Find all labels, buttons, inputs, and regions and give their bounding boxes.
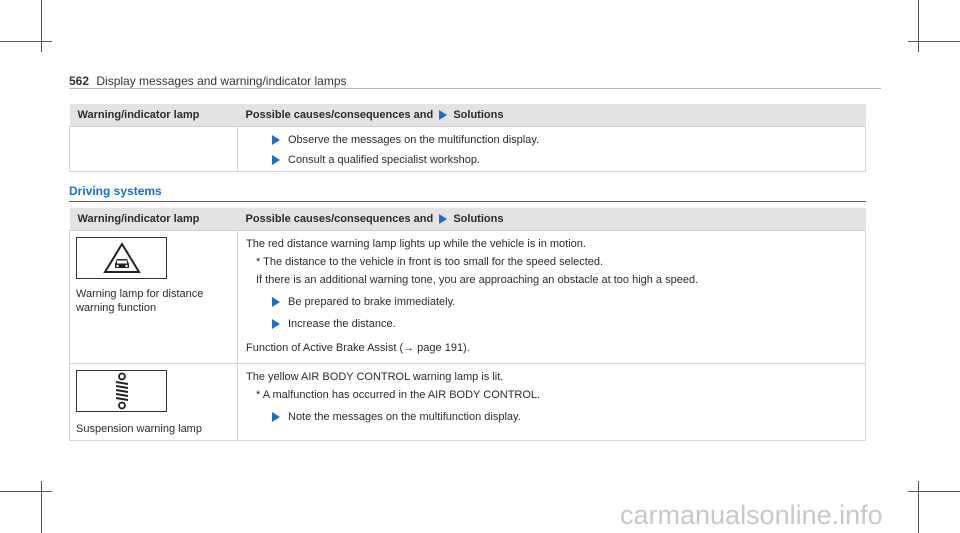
cause-intro: The red distance warning lamp lights up while the vehicle is in motion.: [246, 238, 586, 250]
cause-item: * A malfunction has occurred in the AIR BODY CONTROL.: [256, 389, 541, 401]
column-header-suffix: Solutions: [453, 109, 504, 121]
arrow-right-icon: [439, 110, 447, 120]
crop-mark: [908, 41, 960, 42]
column-header-causes: [238, 208, 866, 231]
table-row: [70, 231, 866, 364]
cause-note: If there is an additional warning tone, you are approaching an obstacle at too high a speed.: [256, 274, 699, 286]
page-title: Display messages and warning/indicator lamps: [96, 74, 347, 88]
table-header-row: [70, 208, 866, 231]
solution-step: [246, 408, 859, 426]
column-header-suffix: Solutions: [453, 213, 504, 225]
step-text: Observe the messages on the multifunction display.: [288, 134, 540, 146]
lamp-label: Suspension warning lamp: [76, 423, 202, 435]
arrow-right-icon: [272, 155, 280, 165]
column-header-prefix: Possible causes/consequences and: [245, 213, 434, 225]
arrow-right-icon: [439, 214, 447, 224]
step-text: Be prepared to brake immediately.: [288, 296, 456, 308]
section-divider: [69, 201, 866, 202]
step-text: Note the messages on the multifunction display.: [288, 411, 521, 423]
arrow-right-icon: [272, 319, 280, 329]
solution-step: [246, 151, 859, 169]
table-header-row: [70, 104, 866, 127]
lamp-cell-empty: [70, 127, 238, 172]
crop-mark: [908, 491, 960, 492]
step-text: Consult a qualified specialist workshop.: [288, 154, 480, 166]
watermark: carmanualsonline.info: [620, 500, 883, 530]
page-number: 562: [69, 74, 90, 88]
solution-step: [246, 293, 859, 311]
lamp-cell: [70, 364, 238, 441]
suspension-icon: [76, 370, 167, 412]
cause-item: * The distance to the vehicle in front is too small for the speed selected.: [256, 256, 604, 268]
column-header-prefix: Possible causes/consequences and: [245, 109, 434, 121]
cause-intro: The yellow AIR BODY CONTROL warning lamp is lit.: [246, 371, 504, 383]
causes-cell: [238, 231, 866, 364]
column-header-causes: [238, 104, 866, 127]
distance-warning-icon: [76, 237, 167, 279]
column-header-lamp: Warning/indicator lamp: [70, 104, 238, 127]
crop-mark: [918, 481, 919, 533]
crop-mark: [918, 0, 919, 52]
crop-mark: [41, 481, 42, 533]
crop-mark: [41, 0, 42, 52]
crop-mark: [0, 41, 52, 42]
causes-cell: [238, 364, 866, 441]
solution-cell: [238, 127, 866, 172]
step-text: Increase the distance.: [288, 318, 396, 330]
table-row: [70, 127, 866, 172]
lamp-label: warning function: [76, 302, 157, 314]
table-continued: [69, 104, 866, 172]
header-divider: [69, 88, 881, 89]
table-row: [70, 364, 866, 441]
arrow-right-icon: [272, 135, 280, 145]
solution-step: [246, 131, 859, 149]
crop-mark: [0, 491, 52, 492]
page-header: [69, 74, 347, 88]
column-header-lamp: Warning/indicator lamp: [70, 208, 238, 231]
table-driving-systems: [69, 208, 866, 441]
section-title: Driving systems: [69, 184, 162, 198]
lamp-label: Warning lamp for distance: [76, 288, 204, 300]
arrow-right-icon: [272, 297, 280, 307]
arrow-right-icon: [272, 412, 280, 422]
cross-reference: Function of Active Brake Assist (→ page 191).: [246, 342, 470, 354]
solution-step: [246, 315, 859, 333]
lamp-cell: [70, 231, 238, 364]
